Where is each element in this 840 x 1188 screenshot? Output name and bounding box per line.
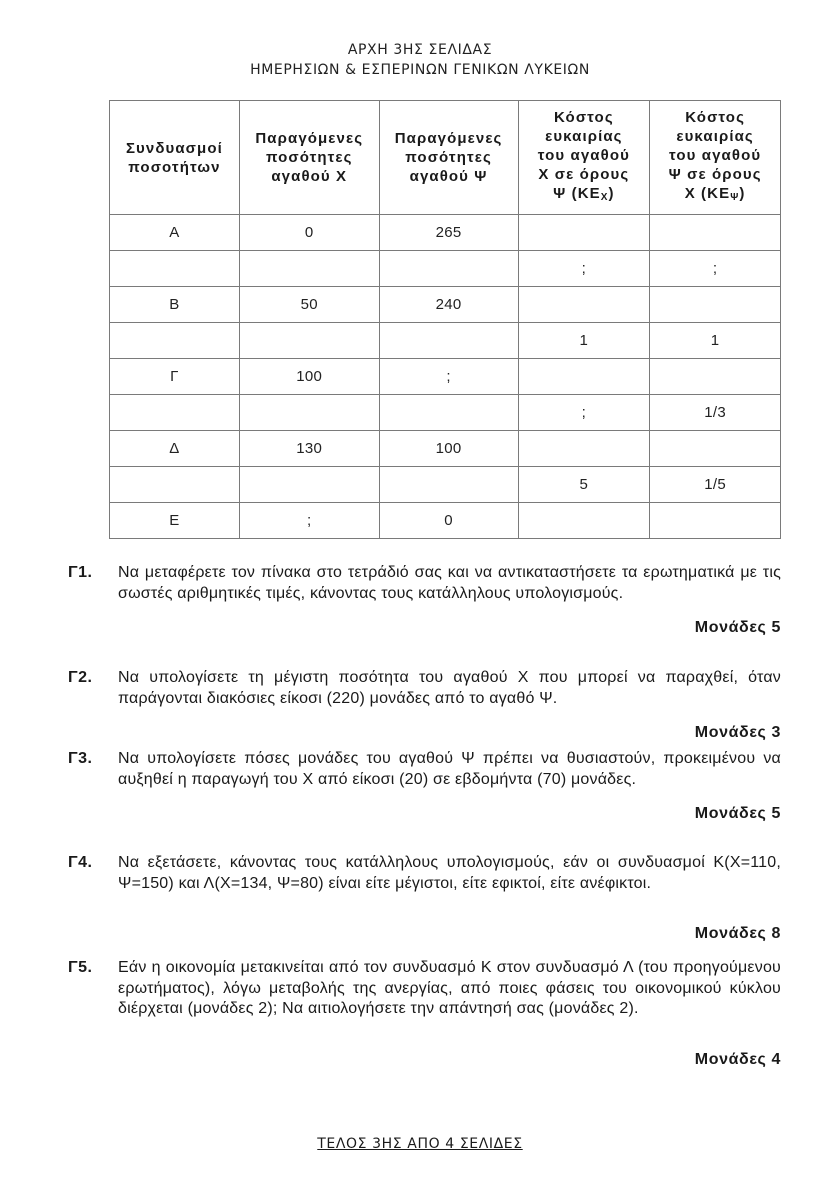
table-row: [110, 395, 781, 431]
header-line: ευκαιρίας: [676, 128, 754, 145]
header-line: ποσοτήτων: [128, 158, 221, 176]
production-possibilities-table: [109, 100, 781, 539]
cell-opportunity-cost-x: [518, 503, 650, 539]
header-line: Χ σε όρους: [538, 166, 630, 183]
header-line: αγαθού Ψ: [409, 168, 488, 185]
cell-opportunity-cost-y: [650, 287, 781, 323]
cell-combination: Β: [110, 287, 240, 323]
header-line: ευκαιρίας: [545, 128, 623, 145]
header-line: Κόστος: [553, 109, 614, 126]
cell-quantity-y: 240: [379, 287, 518, 323]
table-row: [110, 431, 781, 467]
header-line: του αγαθού: [669, 147, 762, 164]
header-line: ποσότητες: [405, 149, 492, 166]
cell-opportunity-cost-y: 1/3: [650, 395, 781, 431]
header-line: ): [739, 185, 746, 202]
cell-quantity-y: [379, 251, 518, 287]
cell-opportunity-cost-x: 1: [518, 323, 650, 359]
cell-quantity-x: 0: [239, 215, 379, 251]
cell-combination: [110, 323, 240, 359]
cell-combination: Α: [110, 215, 240, 251]
cell-opportunity-cost-y: ;: [650, 251, 781, 287]
question-label: Γ4.: [68, 854, 93, 871]
header-quantity-y: [379, 101, 518, 215]
cell-opportunity-cost-y: [650, 215, 781, 251]
table-row: [110, 287, 781, 323]
table-header-row: [110, 101, 781, 215]
question-points: Μονάδες 5: [694, 805, 781, 822]
question-text: Να εξετάσετε, κάνοντας τους κατάλληλους υπολογισμούς, εάν οι συνδυασμοί Κ(Χ=110, Ψ=150) και Λ(Χ=134, Ψ=80) είναι είτε μέγιστοι, είτε εφικτοί, είτε ανέφικτοι.: [118, 854, 781, 892]
cell-opportunity-cost-y: [650, 503, 781, 539]
table-body: [110, 215, 781, 539]
header-opportunity-cost-x: [518, 101, 650, 215]
page-header-title: ΑΡΧΗ 3ΗΣ ΣΕΛΙΔΑΣ: [347, 42, 493, 58]
header-line: ποσότητες: [265, 149, 353, 166]
cell-quantity-x: 130: [239, 431, 379, 467]
header-line: του αγαθού: [537, 147, 630, 164]
cell-quantity-x: 100: [239, 359, 379, 395]
page-footer-text: ΤΕΛΟΣ 3ΗΣ ΑΠΟ 4 ΣΕΛΙΔΕΣ: [317, 1136, 523, 1152]
cell-quantity-y: 0: [379, 503, 518, 539]
question-3: [68, 749, 781, 825]
header-line: Κόστος: [685, 109, 745, 126]
cell-combination: Δ: [110, 431, 240, 467]
question-2: [68, 668, 781, 744]
question-label: Γ5.: [68, 959, 93, 976]
table-row: [110, 323, 781, 359]
question-points: Μονάδες 8: [694, 925, 781, 942]
cell-opportunity-cost-x: ;: [518, 251, 650, 287]
question-text: Να υπολογίσετε πόσες μονάδες του αγαθού Ψ πρέπει να θυσιαστούν, προκειμένου να αυξηθεί η παραγωγή του Χ από είκοσι (20) σε εβδομήντα (70) μονάδες.: [118, 750, 781, 788]
question-points: Μονάδες 5: [694, 619, 781, 636]
header-opportunity-cost-y: [650, 101, 781, 215]
header-line: Χ (ΚΕ: [684, 185, 731, 202]
header-line: αγαθού Χ: [271, 168, 348, 185]
cell-opportunity-cost-x: [518, 359, 650, 395]
table-row: [110, 215, 781, 251]
header-quantity-x: [239, 101, 379, 215]
question-1: [68, 563, 781, 639]
cell-quantity-x: ;: [239, 503, 379, 539]
page-header-subtitle: ΗΜΕΡΗΣΙΩΝ & ΕΣΠΕΡΙΝΩΝ ΓΕΝΙΚΩΝ ΛΥΚΕΙΩΝ: [250, 62, 590, 78]
question-text: Εάν η οικονομία μετακινείται από τον συνδυασμό Κ στον συνδυασμό Λ (του προηγούμενου ερωτήματος), λόγω μεταβολής της ανεργίας, από ποιες φάσεις του οικονομικού κύκλου διέρχεται (μονάδες 2); Να αιτιολογήσετε την απάντησή σας (μονάδες 2).: [118, 959, 781, 1017]
cell-quantity-x: [239, 323, 379, 359]
header-line: ): [608, 185, 615, 202]
question-4: [68, 853, 781, 945]
question-label: Γ1.: [68, 564, 93, 581]
page-footer: [0, 1136, 840, 1152]
cell-opportunity-cost-y: [650, 431, 781, 467]
cell-combination: Ε: [110, 503, 240, 539]
cell-combination: Γ: [110, 359, 240, 395]
question-points: Μονάδες 4: [694, 1050, 781, 1068]
cell-combination: [110, 251, 240, 287]
cell-quantity-y: 100: [379, 431, 518, 467]
table-row: [110, 467, 781, 503]
question-5: [68, 958, 781, 1070]
cell-quantity-x: 50: [239, 287, 379, 323]
header-line: Παραγόμενες: [255, 130, 364, 147]
cell-quantity-y: [379, 395, 518, 431]
cell-opportunity-cost-x: [518, 215, 650, 251]
cell-quantity-y: [379, 467, 518, 503]
cell-quantity-y: [379, 323, 518, 359]
cell-opportunity-cost-x: [518, 431, 650, 467]
cell-quantity-x: [239, 467, 379, 503]
cell-opportunity-cost-x: ;: [518, 395, 650, 431]
question-text: Να υπολογίσετε τη μέγιστη ποσότητα του αγαθού Χ που μπορεί να παραχθεί, όταν παράγονται διακόσιες είκοσι (220) μονάδες από το αγαθό Ψ.: [118, 669, 781, 707]
cell-combination: [110, 395, 240, 431]
header-line: Συνδυασμοί: [125, 139, 223, 157]
table-row: [110, 503, 781, 539]
cell-opportunity-cost-y: [650, 359, 781, 395]
question-label: Γ2.: [68, 669, 93, 686]
header-subscript: Χ: [600, 192, 609, 203]
cell-combination: [110, 467, 240, 503]
table-row: [110, 251, 781, 287]
cell-opportunity-cost-y: 1: [650, 323, 781, 359]
cell-quantity-x: [239, 395, 379, 431]
cell-opportunity-cost-y: 1/5: [650, 467, 781, 503]
header-line: Ψ σε όρους: [668, 166, 762, 183]
question-label: Γ3.: [68, 750, 93, 767]
table-row: [110, 359, 781, 395]
header-combinations: [110, 101, 240, 215]
cell-opportunity-cost-x: [518, 287, 650, 323]
header-subscript: Ψ: [730, 192, 740, 203]
header-line: Παραγόμενες: [394, 130, 503, 147]
header-line: Ψ (ΚΕ: [553, 185, 601, 202]
question-points: Μονάδες 3: [694, 724, 781, 741]
cell-opportunity-cost-x: 5: [518, 467, 650, 503]
cell-quantity-y: ;: [379, 359, 518, 395]
question-text: Να μεταφέρετε τον πίνακα στο τετράδιό σας και να αντικαταστήσετε τα ερωτηματικά με τις σωστές αριθμητικές τιμές, κάνοντας τους κατάλληλους υπολογισμούς.: [118, 564, 781, 602]
cell-quantity-x: [239, 251, 379, 287]
cell-quantity-y: 265: [379, 215, 518, 251]
